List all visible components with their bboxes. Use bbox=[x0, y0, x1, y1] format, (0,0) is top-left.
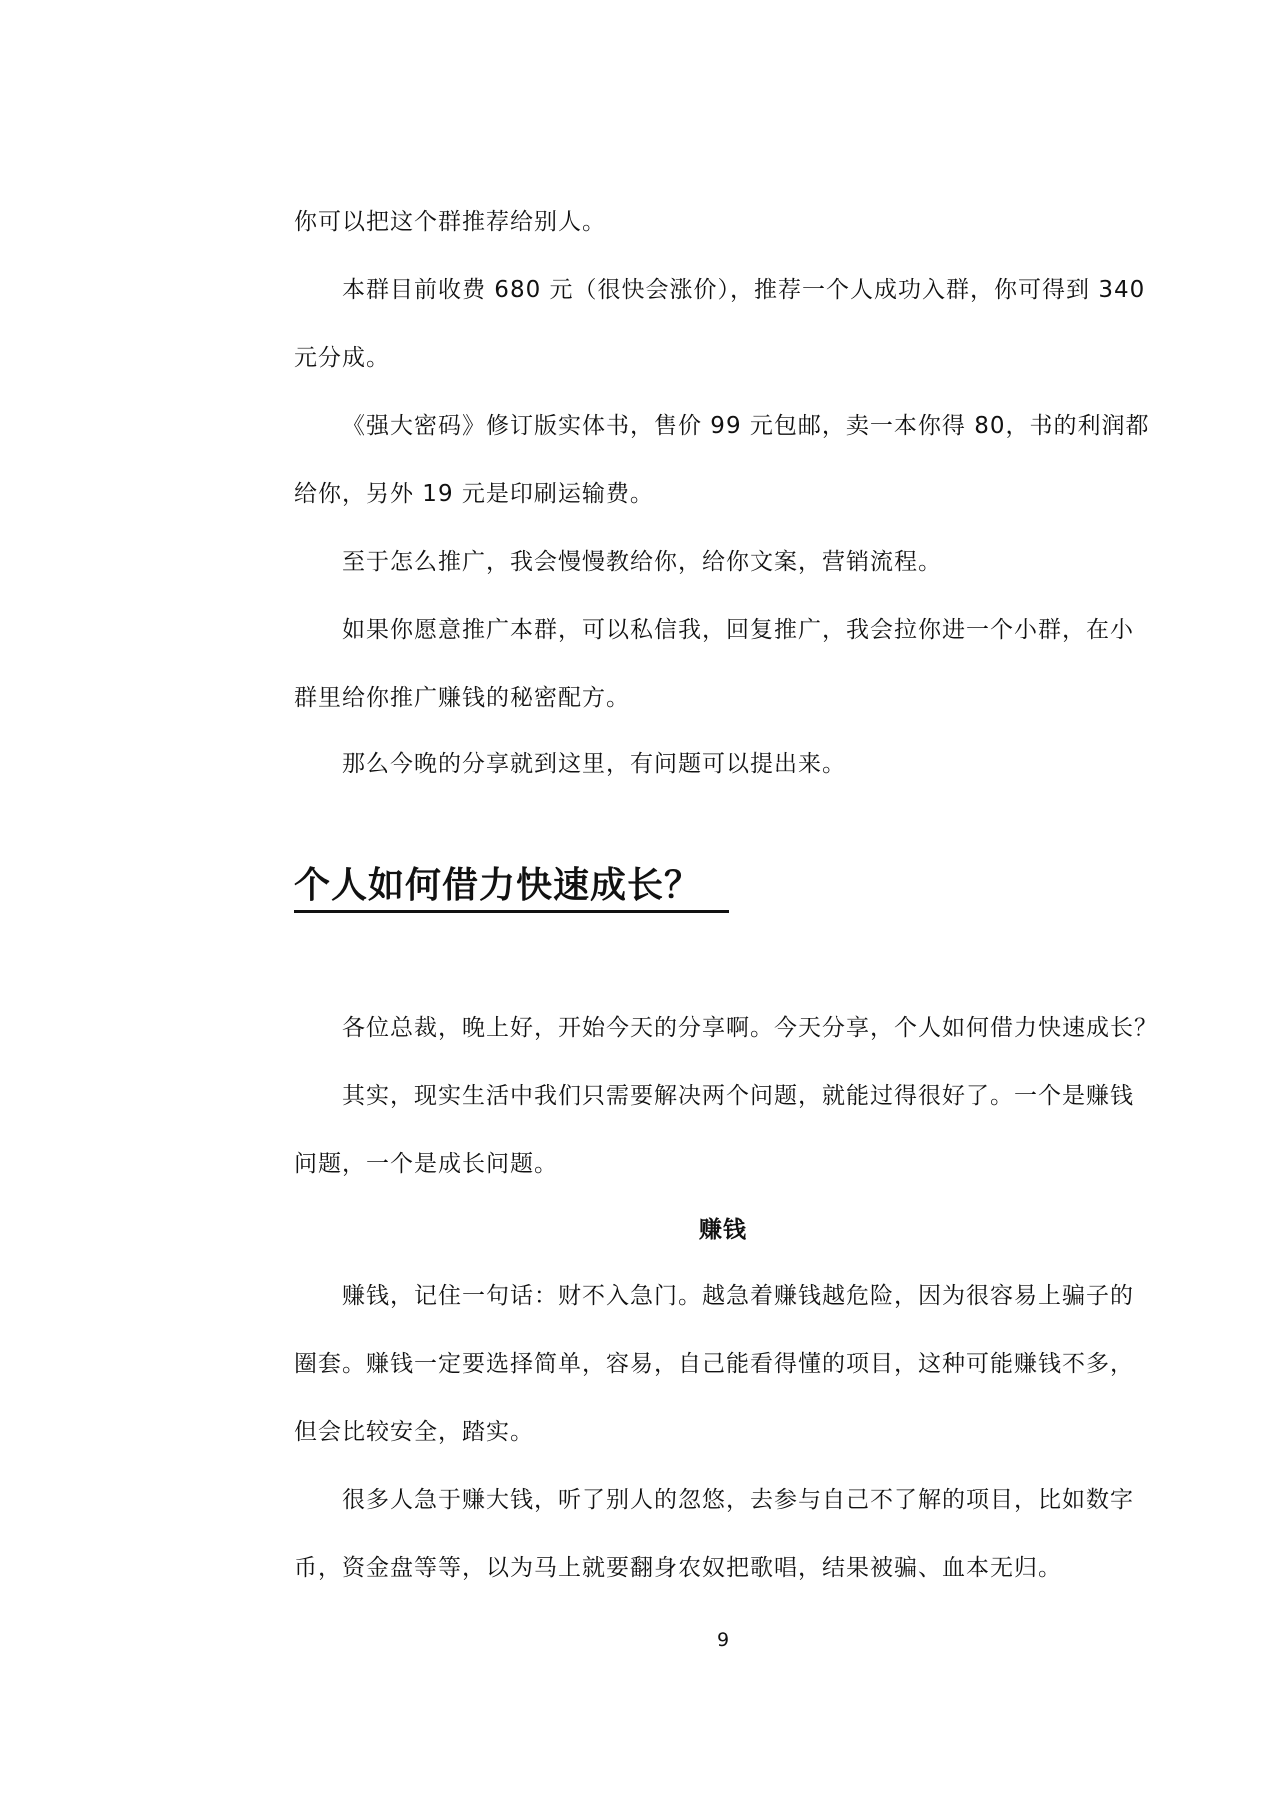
paragraph-line: 那么今晚的分享就到这里，有问题可以提出来。 bbox=[342, 751, 846, 777]
paragraph-line: 但会比较安全，踏实。 bbox=[294, 1419, 534, 1445]
paragraph-line: 赚钱，记住一句话：财不入急门。越急着赚钱越危险，因为很容易上骗子的 bbox=[342, 1283, 1134, 1309]
paragraph-line: 问题，一个是成长问题。 bbox=[294, 1151, 558, 1177]
paragraph-line: 群里给你推广赚钱的秘密配方。 bbox=[294, 685, 630, 711]
paragraph-line: 至于怎么推广，我会慢慢教给你，给你文案，营销流程。 bbox=[342, 549, 942, 575]
paragraph-line: 给你，另外 19 元是印刷运输费。 bbox=[294, 481, 654, 507]
paragraph-line: 很多人急于赚大钱，听了别人的忽悠，去参与自己不了解的项目，比如数字 bbox=[342, 1487, 1134, 1513]
paragraph-line: 你可以把这个群推荐给别人。 bbox=[294, 209, 606, 235]
subsection-heading: 赚钱 bbox=[699, 1217, 747, 1243]
paragraph-line: 《强大密码》修订版实体书，售价 99 元包邮，卖一本你得 80，书的利润都 bbox=[342, 413, 1150, 439]
paragraph-line: 如果你愿意推广本群，可以私信我，回复推广，我会拉你进一个小群，在小 bbox=[342, 617, 1134, 643]
page-number: 9 bbox=[716, 1629, 730, 1651]
paragraph-line: 本群目前收费 680 元（很快会涨价），推荐一个人成功入群，你可得到 340 bbox=[342, 277, 1146, 303]
paragraph-line: 圈套。赚钱一定要选择简单，容易，自己能看得懂的项目，这种可能赚钱不多， bbox=[294, 1351, 1134, 1377]
paragraph-line: 其实，现实生活中我们只需要解决两个问题，就能过得很好了。一个是赚钱 bbox=[342, 1083, 1134, 1109]
paragraph-line: 各位总裁，晚上好，开始今天的分享啊。今天分享，个人如何借力快速成长？ bbox=[342, 1015, 1158, 1041]
paragraph-line: 元分成。 bbox=[294, 345, 390, 371]
paragraph-line: 币，资金盘等等，以为马上就要翻身农奴把歌唱，结果被骗、血本无归。 bbox=[294, 1555, 1062, 1581]
section-heading: 个人如何借力快速成长？ bbox=[294, 862, 729, 913]
